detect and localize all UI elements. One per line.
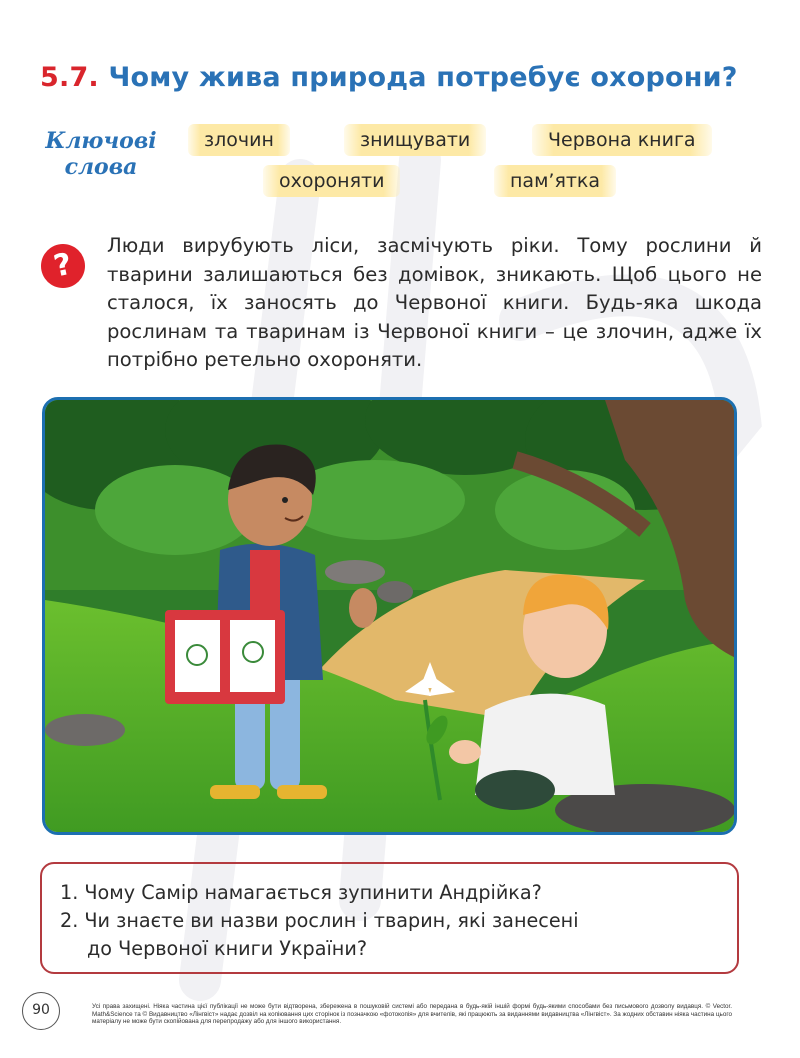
keyword-chip: Червона книга — [532, 124, 712, 156]
keyword-chip: злочин — [188, 124, 290, 156]
lesson-title — [40, 62, 738, 93]
forest-scene-image — [45, 400, 737, 835]
question-1: 1. Чому Самір намагається зупинити Андрійка? — [60, 881, 542, 904]
copyright-notice: Усі права захищені. Ніяка частина цієї публікації не може бути відтворена, збережена в пошуковій системі або передана в будь-якій іншій формі будь-якими способами без письмового дозволу видавця. © Vector. Math&Science та © Видавництво «Лінгвіст» надає дозвіл на копіювання цих сторінок із позначкою «фотокопія» для вчителів, які працюють за виданнями видавництва «Лінгвіст». За жодних обставин ніяка частина цього матеріалу не може бути скопійована для перепродажу або для іншого використання. — [92, 1003, 732, 1026]
questions-box — [40, 862, 739, 974]
keyword-chip: охороняти — [263, 165, 400, 197]
question-2-line2: до Червоної книги України? — [87, 937, 368, 960]
keywords-label-line2: слова — [64, 154, 138, 180]
keyword-chip: пам’ятка — [494, 165, 616, 197]
question-mark-icon: ? — [37, 240, 89, 292]
question-2-line1: 2. Чи знаєте ви назви рослин і тварин, які занесені — [60, 909, 579, 932]
lesson-title-text: Чому жива природа потребує охорони? — [108, 62, 738, 93]
lesson-number: 5.7. — [40, 62, 99, 93]
keywords-label — [36, 128, 166, 180]
intro-paragraph: Люди вирубують ліси, засмічують ріки. Тому рослини й тварини залишаються без домівок, зникають. Щоб цього не сталося, їх заносять до Червоної книги. Будь-яка шкода рослинам та тваринам із Червоної книги – це злочин, адже їх потрібно ретельно охороняти. — [107, 234, 762, 371]
keyword-chip: знищувати — [344, 124, 486, 156]
keywords-label-line1: Ключові — [45, 128, 157, 154]
page-number: 90 — [22, 992, 60, 1030]
illustration — [42, 397, 737, 835]
